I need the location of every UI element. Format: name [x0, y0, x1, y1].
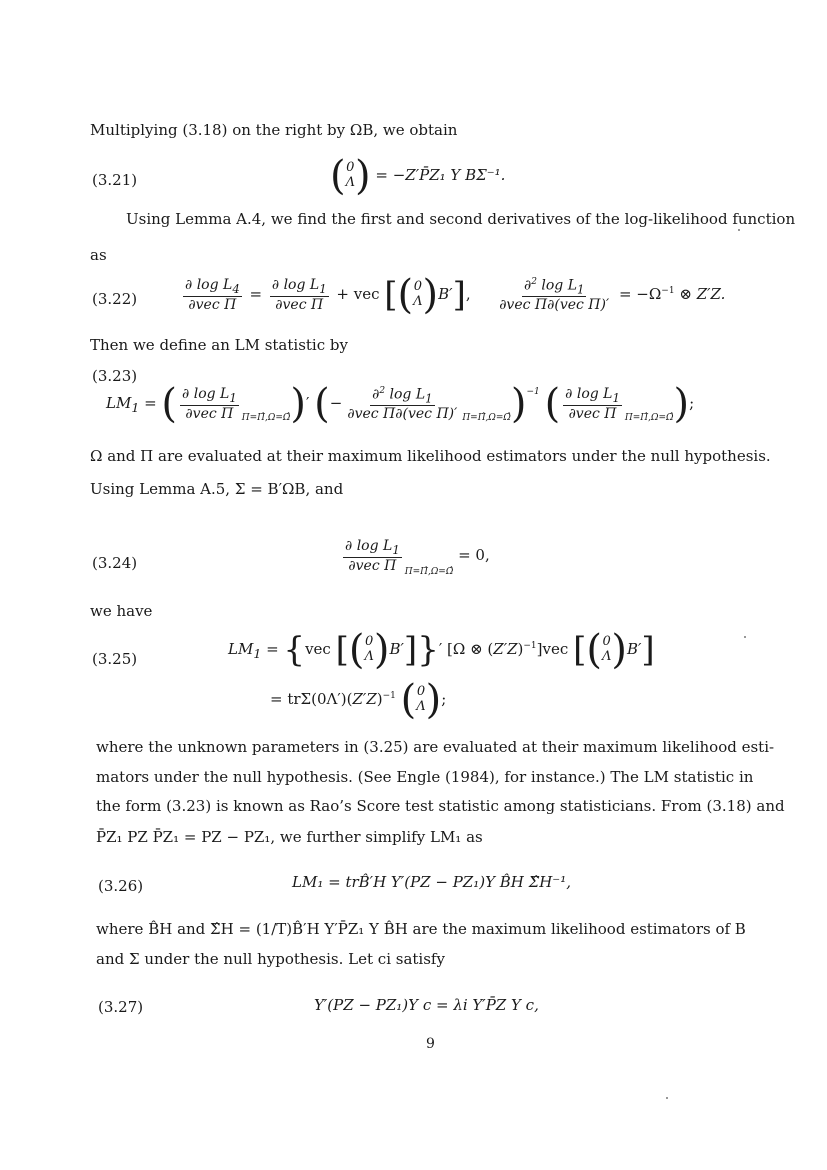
paragraph-line: mators under the null hypothesis. (See Engle (1984), for instance.) The LM statistic in: [96, 768, 754, 786]
paragraph-line: where B̂H and Σ̂H = (1/T)B̂′H Y′P̄Z₁ Y B̂H are the maximum likelihood estimators of B: [96, 920, 746, 938]
equation-3-23: $LM_1$ = ( $\frac{\partial \log L_1}{\text{∂vec Π}}$ $_{\Pi=\Pî,\Omega=\Omegâ}$)′ (− $\frac{\partial^2 \log L_1}{\text{∂vec Π∂(vec Π)′}}$ $_{\Pi=\Pî,\Omega=\Omegâ}$)$^{-1}$ ( $\frac{\partial \log L_1}{\text{∂vec Π}}$ $_{\Pi=\Pî,\Omega=\Omegâ}$);: [106, 381, 695, 427]
paragraph-line: P̄Z₁ PZ P̄Z₁ = PZ − PZ₁, we further simplify LM₁ as: [96, 828, 483, 846]
scan-speck: [738, 229, 740, 231]
paragraph-line: we have: [90, 602, 153, 620]
equation-number: (3.23): [92, 367, 138, 385]
equation-rhs: = 0,: [458, 546, 490, 565]
scan-speck: [666, 1097, 668, 1099]
paragraph-line: and Σ under the null hypothesis. Let ci satisfy: [96, 950, 445, 968]
paragraph-line: Then we define an LM statistic by: [90, 336, 348, 354]
equation-number: (3.26): [98, 877, 144, 895]
equation-3-22: $\frac{\partial \log L_4}{\text{∂vec Π}}$ = $\frac{\partial \log L_1}{\text{∂vec Π}}$ + vec [( 0 Λ )B′], $\frac{\partial^2 \log L_1}{\text{∂vec Π∂(vec Π)′}}$ = $-\Omega^{-1}$ ⊗ Z′Z.: [185, 272, 726, 318]
paragraph-line: the form (3.23) is known as Rao’s Score test statistic among statisticians. From (3.18) and: [96, 797, 785, 815]
equation-3-24: $\frac{\partial \log L_1}{\text{∂vec Π}}$ $_{\Pi=\Pî,\Omega=\Omegâ}$ = 0,: [345, 538, 490, 578]
equation-3-26: LM₁ = trB̂′H Y′(PZ − PZ₁)Y B̂H Σ̂H⁻¹,: [292, 873, 572, 891]
paragraph-line: Ω and Π are evaluated at their maximum likelihood estimators under the null hypothesis.: [90, 447, 771, 465]
paragraph-line: Using Lemma A.4, we find the first and second derivatives of the log-likelihood function: [126, 210, 796, 228]
equation-number: (3.24): [92, 554, 138, 572]
equation-rhs: = −Z′P̄Z₁ Y BΣ⁻¹.: [375, 166, 506, 184]
paragraph-line: Multiplying (3.18) on the right by ΩB, we obtain: [90, 121, 458, 139]
page-number: 9: [426, 1036, 435, 1052]
equation-3-21: ( 0 Λ ) = −Z′P̄Z₁ Y BΣ⁻¹.: [330, 153, 506, 199]
equation-3-27: Y′(PZ − PZ₁)Y c = λi Y′P̄Z Y c,: [314, 996, 539, 1014]
equation-number: (3.21): [92, 171, 138, 189]
paragraph-line: where the unknown parameters in (3.25) are evaluated at their maximum likelihood esti-: [96, 738, 775, 756]
paragraph-line: Using Lemma A.5, Σ = B′ΩB, and: [90, 480, 344, 498]
equation-number: (3.27): [98, 998, 144, 1016]
paragraph-line: as: [90, 246, 107, 264]
equation-number: (3.22): [92, 290, 138, 308]
equation-number: (3.25): [92, 650, 138, 668]
scan-speck: [744, 636, 746, 638]
equation-3-25-line2: = $tr\Sigma(0\Lambda')(Z'Z)^{-1}$ ( 0 Λ );: [270, 677, 447, 723]
equation-3-25-line1: $LM_1 = \{vec$ [( 0 Λ )B′]}′ [Ω ⊗ $(Z'Z)^{-1}]vec$ [( 0 Λ )B′]: [228, 627, 655, 673]
